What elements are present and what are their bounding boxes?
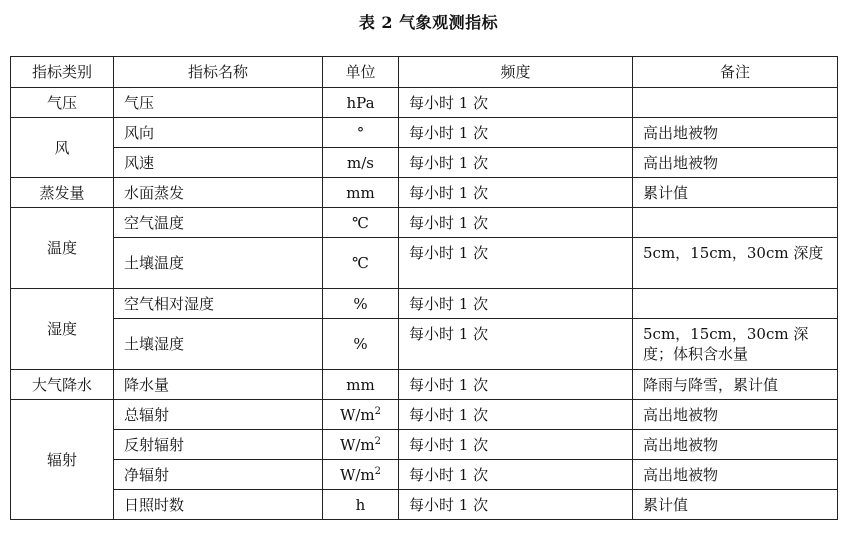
table-row	[11, 118, 838, 148]
table-row	[11, 490, 838, 520]
frequency-cell: 每小时 1 次	[399, 430, 633, 460]
name-cell: 土壤湿度	[114, 319, 323, 370]
name-cell: 气压	[114, 88, 323, 118]
name-cell: 反射辐射	[114, 430, 323, 460]
note-cell: 高出地被物	[633, 400, 838, 430]
category-cell: 大气降水	[11, 370, 114, 400]
name-cell: 总辐射	[114, 400, 323, 430]
table-row	[11, 460, 838, 490]
table-row	[11, 289, 838, 319]
frequency-cell: 每小时 1 次	[399, 319, 633, 370]
header-name: 指标名称	[114, 57, 323, 88]
note-cell: 降雨与降雪，累计值	[633, 370, 838, 400]
name-cell: 日照时数	[114, 490, 323, 520]
name-cell: 土壤温度	[114, 238, 323, 289]
unit-exponent: 2	[374, 465, 382, 477]
unit-cell: h	[323, 490, 399, 520]
table-row	[11, 238, 838, 289]
unit-cell: ℃	[323, 208, 399, 238]
unit-cell	[323, 430, 399, 460]
category-cell: 风	[11, 118, 114, 178]
note-cell: 累计值	[633, 490, 838, 520]
note-cell: 高出地被物	[633, 118, 838, 148]
frequency-cell: 每小时 1 次	[399, 148, 633, 178]
unit-cell: mm	[323, 370, 399, 400]
unit-cell: mm	[323, 178, 399, 208]
table-row	[11, 400, 838, 430]
note-cell	[633, 289, 838, 319]
frequency-cell: 每小时 1 次	[399, 490, 633, 520]
frequency-cell: 每小时 1 次	[399, 238, 633, 289]
note-cell	[633, 208, 838, 238]
name-cell: 风速	[114, 148, 323, 178]
frequency-cell: 每小时 1 次	[399, 178, 633, 208]
frequency-cell: 每小时 1 次	[399, 400, 633, 430]
frequency-cell: 每小时 1 次	[399, 118, 633, 148]
table-row	[11, 88, 838, 118]
table-row	[11, 319, 838, 370]
unit-cell: m/s	[323, 148, 399, 178]
table-row	[11, 430, 838, 460]
unit-cell: ℃	[323, 238, 399, 289]
table-row	[11, 370, 838, 400]
table-row	[11, 208, 838, 238]
unit-exponent: 2	[374, 435, 382, 447]
header-category: 指标类别	[11, 57, 114, 88]
meteorological-indicators-table	[10, 56, 838, 520]
header-unit: 单位	[323, 57, 399, 88]
category-cell: 温度	[11, 208, 114, 289]
name-cell: 水面蒸发	[114, 178, 323, 208]
unit-base: W/m	[339, 435, 375, 454]
note-cell: 高出地被物	[633, 460, 838, 490]
category-cell: 蒸发量	[11, 178, 114, 208]
unit-cell: hPa	[323, 88, 399, 118]
unit-base: W/m	[339, 465, 375, 484]
table-header-row	[11, 57, 838, 88]
category-cell: 气压	[11, 88, 114, 118]
table-row	[11, 148, 838, 178]
name-cell: 降水量	[114, 370, 323, 400]
unit-cell: °	[323, 118, 399, 148]
unit-cell	[323, 460, 399, 490]
unit-cell: %	[323, 289, 399, 319]
name-cell: 空气相对湿度	[114, 289, 323, 319]
frequency-cell: 每小时 1 次	[399, 460, 633, 490]
frequency-cell: 每小时 1 次	[399, 289, 633, 319]
note-cell: 5cm，15cm，30cm 深度	[633, 238, 838, 289]
category-cell: 辐射	[11, 400, 114, 520]
header-note: 备注	[633, 57, 838, 88]
header-frequency: 频度	[399, 57, 633, 88]
frequency-cell: 每小时 1 次	[399, 208, 633, 238]
name-cell: 空气温度	[114, 208, 323, 238]
note-cell	[633, 88, 838, 118]
note-cell: 高出地被物	[633, 430, 838, 460]
unit-cell	[323, 400, 399, 430]
name-cell: 风向	[114, 118, 323, 148]
unit-exponent: 2	[374, 405, 382, 417]
unit-cell: %	[323, 319, 399, 370]
name-cell: 净辐射	[114, 460, 323, 490]
unit-base: W/m	[339, 405, 375, 424]
frequency-cell: 每小时 1 次	[399, 370, 633, 400]
table-caption: 表 2 气象观测指标	[358, 13, 499, 32]
table-row	[11, 178, 838, 208]
note-cell: 5cm，15cm，30cm 深度；体积含水量	[633, 319, 838, 370]
note-cell: 累计值	[633, 178, 838, 208]
note-cell: 高出地被物	[633, 148, 838, 178]
category-cell: 湿度	[11, 289, 114, 370]
frequency-cell: 每小时 1 次	[399, 88, 633, 118]
